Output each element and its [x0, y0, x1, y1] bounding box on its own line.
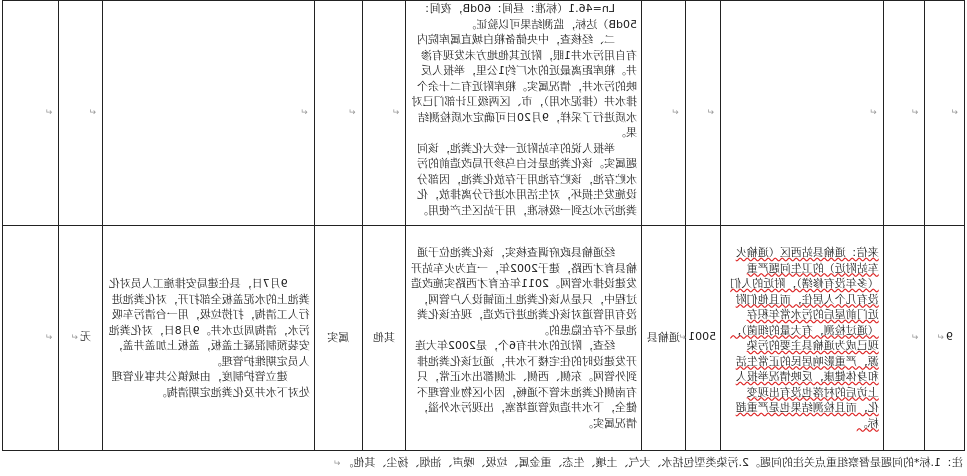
region-cell: ↵	[685, 1, 720, 226]
findings-paragraph: 经查，附近的水井有6个，是2002年大连开发建设时的住宅楼下水井，通过该化粪池排到外管网。东侧、西侧、北侧都出水正常，只有南侧化粪池未管不通畅，因小区物业管理不健全，下水井造成管道堵塞，出现污水外溢，情况属实。	[414, 339, 637, 430]
table-row	[3, 1, 965, 226]
accountability-cell: 无↵	[59, 226, 103, 451]
row-index: 9	[945, 330, 953, 344]
report-text: 来信：通榆县站西区（通榆火车站附近）的卫生问题严重（多年没有修缮），附近的人们没有几个人居住，而且他们附近门前屋后的污水常年积存（通过检测，有大量的细菌），现已成为通榆县主要的污染源，严重影响居民的正常生活和身体健康，反映情况举报人上访后的村落也没有出现变化，而且检测结果也是严重超标。	[730, 246, 879, 430]
category-cell	[362, 226, 406, 451]
case-no-cell: ↵	[883, 1, 925, 226]
index-cell: ↵	[925, 1, 965, 226]
verdict-cell: ↵	[362, 1, 406, 226]
accountability-text: 无	[80, 330, 92, 344]
findings-paragraph: 二、经核查，中央储备粮白城直属库院内有自用污水井1眼，附近其他地方未发现有渗井。粮库距离最近的水厂约1公里，举报人反映的污水井，情况属实。粮库附近有二十余个排水井（排泥水用），市、区两级卫计部门已对水质进行了采样，9月20日可确定水质检测结果。	[411, 33, 637, 139]
accountability-cell: ↵	[59, 1, 103, 226]
measures-cell	[103, 226, 315, 451]
table-row	[3, 226, 965, 451]
blank-cell: ↵	[883, 226, 925, 451]
findings-cell	[406, 226, 642, 451]
findings-paragraph: 举报人说的车站附近一较大化粪池，该问题属实。该化粪池是长白乌珍开局改造前的污水贮存池，该贮存池用于存放化粪池，因部分设施发生损坏，对生活用水进行分离排放，化粪池污水达到一级标准，用于站区生产使用。	[416, 141, 637, 217]
end-cell: ↵	[3, 1, 59, 226]
case-number: 5001	[688, 330, 717, 344]
blank-cell: ↵	[314, 1, 362, 226]
verdict-cell	[314, 226, 362, 451]
report-cell	[721, 226, 884, 451]
measures-paragraph: 9月7日，县住建局安排施工人员对化粪池上的水泥盖板全部打开，对化粪池进行人工清掏，打捞垃圾，用一台清污车吸污水，清掏周边水井。9月8日，对化粪池安装预制混凝土盖板，盖板上加盖井盖，人员定期维护管理。	[108, 277, 310, 368]
findings-paragraph: Ln=46.1（标准：昼间：60dB，夜间：50dB）达标，监测结果可以验证。	[418, 2, 637, 31]
end-cell: ↵	[3, 226, 59, 451]
measures-cell: ↵	[103, 1, 315, 226]
category-cell: ↵	[641, 1, 685, 226]
case-table	[2, 0, 965, 451]
category-text: 其他	[373, 331, 396, 345]
findings-paragraph: 经通榆县政府调查核实，该化粪池位于通榆县育才西路，建于2002年，一直为火车站开发建设排水管网。2011年在育才西路实施改造过程中，只是从该化粪池上面铺设入户管网，没有用管道对该化粪池进行改造，现在该化粪池是不存在隐患的。	[410, 246, 637, 337]
region-text: 通榆县	[646, 331, 680, 345]
footnote-text: 注：1.标*的问题是督察组重点关注的问题。2.污染类型包括水、大气、土壤、生态、重金属、垃圾、噪声、油烟、扬尘、其他。	[342, 456, 963, 469]
index-cell: 9↵	[925, 226, 965, 451]
case-no-cell: 5001↵	[685, 226, 720, 451]
measures-paragraph: 建立管护制度，由城镇公共事业管理处对下水井及化粪池定期清掏。	[111, 370, 310, 399]
footnote: 注：1.标*的问题是督察组重点关注的问题。2.污染类型包括水、大气、土壤、生态、重金属、垃圾、噪声、油烟、扬尘、其他。↵	[332, 456, 963, 469]
report-cell: ↵	[721, 1, 884, 226]
region-cell	[641, 226, 685, 451]
findings-cell	[406, 1, 642, 226]
verdict-text: 属实	[327, 331, 350, 345]
